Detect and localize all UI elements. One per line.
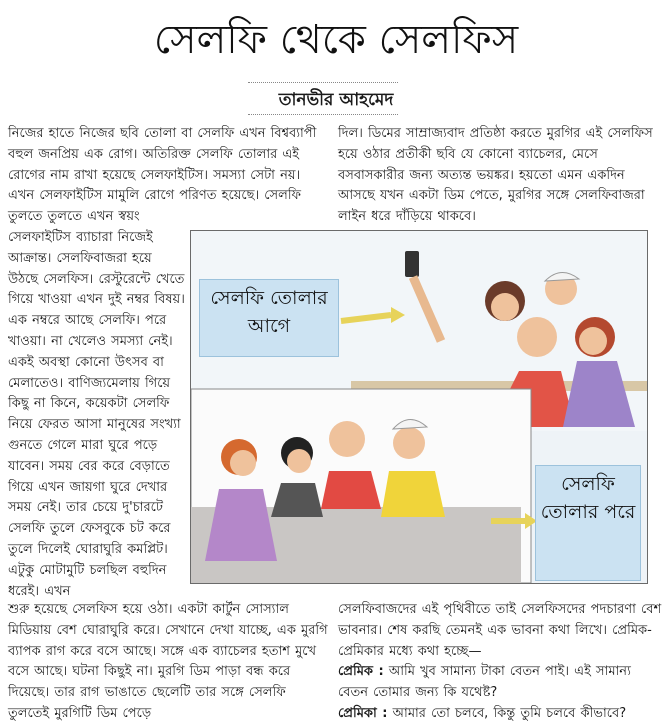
caption-before-selfie: সেলফি তোলার আগে bbox=[199, 279, 339, 357]
left-column-wide-text: নিজের হাতে নিজের ছবি তোলা বা সেলফি এখন বিশ্বব্যাপী বহুল জনপ্রিয় এক রোগ। অতিরিক্ত সেলফি তোলার এই রোগের নাম রাখা হয়েছে সেলফাইটিস। সমস্যা সেটা নয়। এখন সেলফাইটিস মামুলি রোগে পরিণত হয়েছে। সেলফি তুলতে তুলতে এখন স্বয়ং bbox=[8, 126, 317, 225]
left-column-narrow-text: সেলফাইটিস ব্যাচারা নিজেই আক্রান্ত। সেলফিবাজরা হয়ে উঠছে সেলফিস। রেস্টুরেন্টে খেতে গিয়ে খাওয়া এখন দুই নম্বর বিষয়। এক নম্বরে আছে সেলফি। পরে খাওয়া। না খেলেও সমস্যা নেই। একই অবস্থা কোনো উৎসব বা মেলাতেও। বাণিজ্যমেলায় গিয়ে কিছু না কিনে, কয়েকটা সেলফি নিয়ে ফেরত আসা মানুষের সংখ্যা গুনতে গেলে মারা ঘুরে পড়ে যাবেন। সময় বের করে বেড়াতে গিয়ে এখন জায়গা ঘুরে দেখার সময় নেই। তার চেয়ে দু'চারটে সেলফি তুলে ফেসবুকে চট করে তুলে দিলেই ঘোরাঘুরি কমপ্লিট। এটুকু মোটামুটি চলছিল বহুদিন ধরেই। এখন bbox=[8, 229, 185, 599]
bottom-right-text-block bbox=[338, 600, 664, 725]
dialogue-speaker-2: প্রেমিকা : bbox=[338, 705, 388, 721]
selfie-cartoon bbox=[190, 230, 648, 584]
title-divider-bottom bbox=[248, 114, 398, 115]
dialogue-speaker-1: প্রেমিক : bbox=[338, 664, 384, 680]
closing-intro-text: সেলফিবাজদের এই পৃথিবীতে তাই সেলফিসদের পদচারণা বেশ ভাবনার। শেষ করছি তেমনই এক ভাবনা কথা লিখে। প্রেমিক-প্রেমিকার মধ্যে কথা হচ্ছে— bbox=[338, 602, 662, 659]
dialogue-text-1: আমি খুব সামান্য টাকা বেতন পাই। এই সামান্য বেতন তোমার জন্য কি যথেষ্ট? bbox=[338, 664, 631, 701]
title-divider-top bbox=[248, 82, 398, 83]
author-byline: তানভীর আহমেদ bbox=[278, 90, 394, 110]
bottom-left-text-block bbox=[8, 600, 330, 725]
dialogue-text-2: আমার তো চলবে, কিন্তু তুমি চলবে কীভাবে? bbox=[392, 705, 627, 721]
right-column-text: দিল। ডিমের সাম্রাজ্যবাদ প্রতিষ্ঠা করতে মুরগির এই সেলফিস হয়ে ওঠার প্রতীকী ছবি যে কোনো ব্যাচেলর, মেসে বসবাসকারীর জন্য অত্যন্ত ভয়ঙ্কর। হয়তো এমন একদিন আসছে যখন একটা ডিম পেতে, মুরগির সঙ্গে সেলফিবাজরা লাইন ধরে দাঁড়িয়ে থাকবে। bbox=[338, 126, 653, 225]
caption-after-selfie: সেলফি তোলার পরে bbox=[535, 465, 641, 581]
dialogue-line-1 bbox=[338, 662, 664, 704]
article-title: সেলফি থেকে সেলফিস bbox=[153, 17, 519, 63]
right-column bbox=[338, 124, 664, 228]
dialogue-line-2 bbox=[338, 704, 664, 725]
bottom-left-text: শুরু হয়েছে সেলফিস হয়ে ওঠা। একটা কার্টুন সোস্যাল মিডিয়ায় বেশ ঘোরাঘুরি করে। সেখানে দেখা যাচ্ছে, এক মুরগি ব্যাপক রাগ করে বসে আছে। সঙ্গে এক ব্যাচেলর হতাশ মুখে বসে আছে। ঘটনা কিছুই না। মুরগি ডিম পাড়া বন্ধ করে দিয়েছে। তার রাগ ভাঙাতে ছেলেটি তার সঙ্গে সেলফি তুলতেই মুরগিটি ডিম পেড়ে bbox=[8, 602, 328, 721]
